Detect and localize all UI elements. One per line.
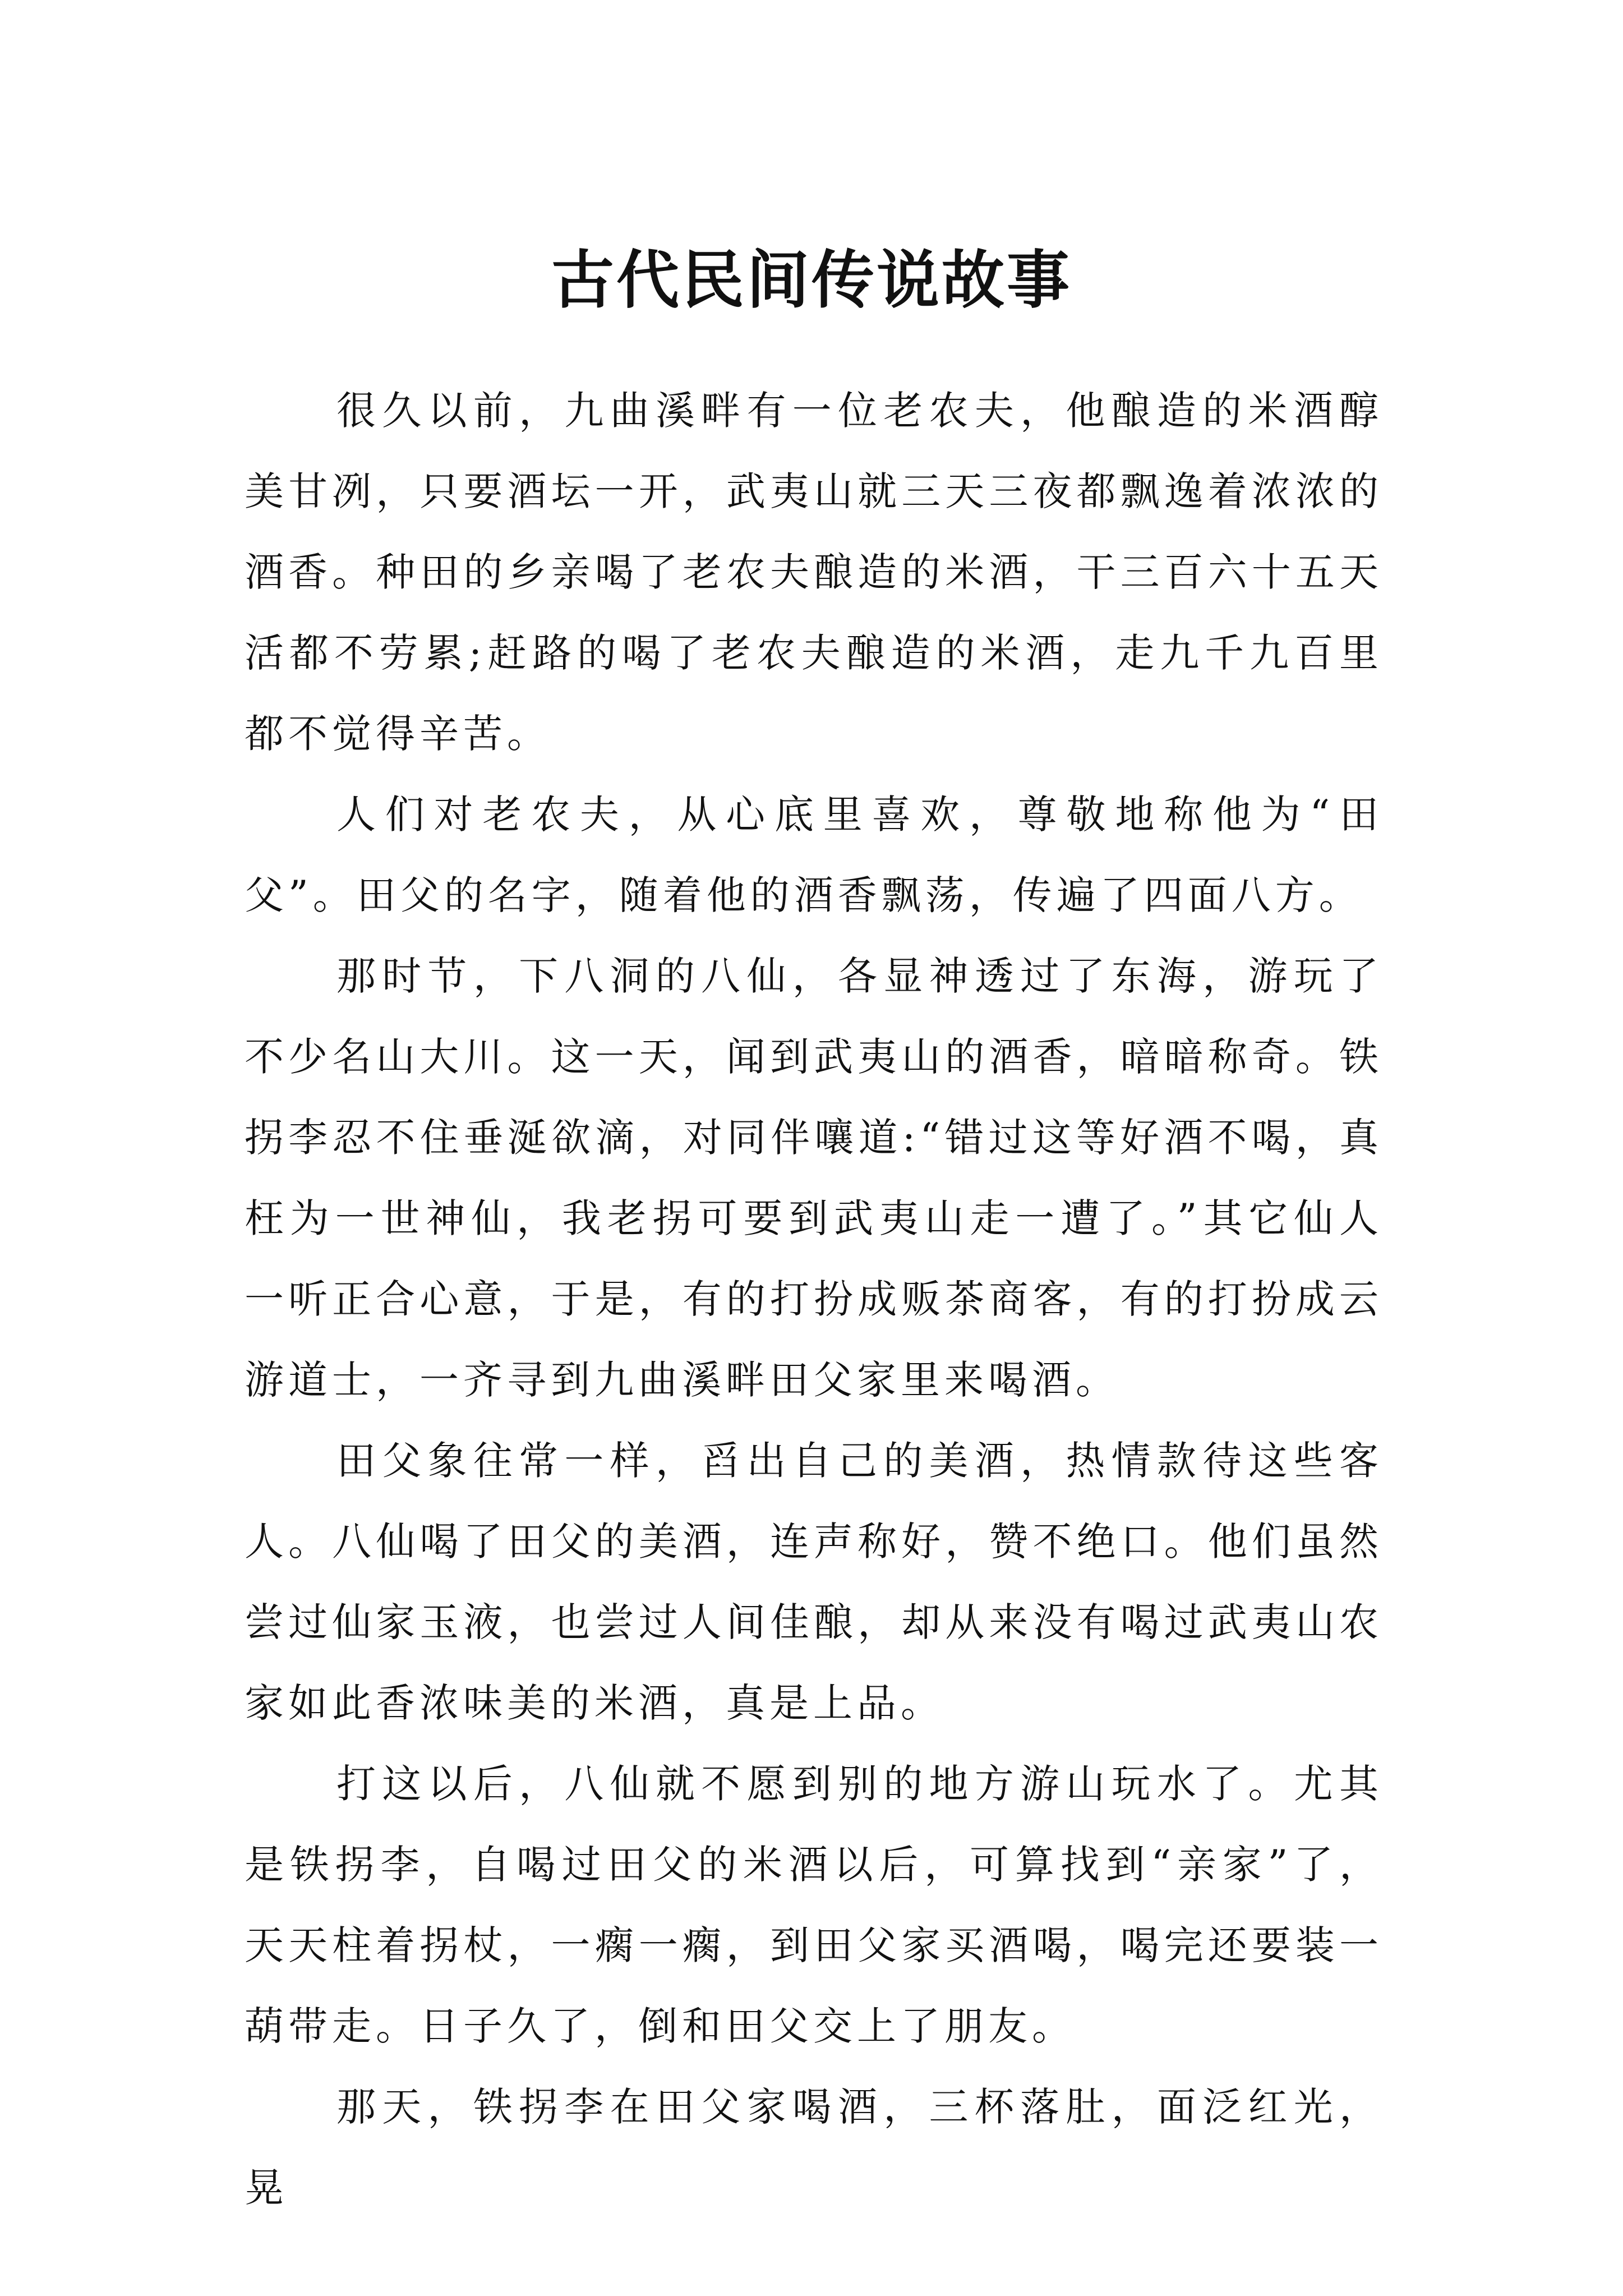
paragraph: 田父象往常一样，舀出自己的美酒，热情款待这些客人。八仙喝了田父的美酒，连声称好，赞不绝口。他们虽然尝过仙家玉液，也尝过人间佳酿，却从来没有喝过武夷山农家如此香浓味美的米酒，真是上品。 [245, 1438, 1383, 1726]
paragraph: 很久以前，九曲溪畔有一位老农夫，他酿造的米酒醇美甘冽，只要酒坛一开，武夷山就三天三夜都飘逸着浓浓的酒香。种田的乡亲喝了老农夫酿造的米酒，干三百六十五天活都不劳累;赶路的喝了老农夫酿造的米酒，走九千九百里都不觉得辛苦。 [245, 388, 1383, 757]
paragraph: 打这以后，八仙就不愿到别的地方游山玩水了。尤其是铁拐李，自喝过田父的米酒以后，可算找到“亲家”了，天天柱着拐杖，一瘸一瘸，到田父家买酒喝，喝完还要装一葫带走。日子久了，倒和田父交上了朋友。 [245, 1761, 1383, 2049]
document-title: 古代民间传说故事 [551, 243, 1072, 318]
paragraph: 那天，铁拐李在田父家喝酒，三杯落肚，面泛红光，晃 [245, 2084, 1383, 2211]
paragraph: 人们对老农夫，从心底里喜欢，尊敬地称他为“田父”。田父的名字，随着他的酒香飘荡，传遍了四面八方。 [245, 792, 1383, 918]
document-body [245, 370, 1383, 2228]
paragraph: 那时节，下八洞的八仙，各显神透过了东海，游玩了不少名山大川。这一天，闻到武夷山的酒香，暗暗称奇。铁拐李忍不住垂涎欲滴，对同伴嚷道:“错过这等好酒不喝，真枉为一世神仙，我老拐可要到武夷山走一遭了。”其它仙人一听正合心意，于是，有的打扮成贩茶商客，有的打扮成云游道士，一齐寻到九曲溪畔田父家里来喝酒。 [245, 953, 1383, 1403]
